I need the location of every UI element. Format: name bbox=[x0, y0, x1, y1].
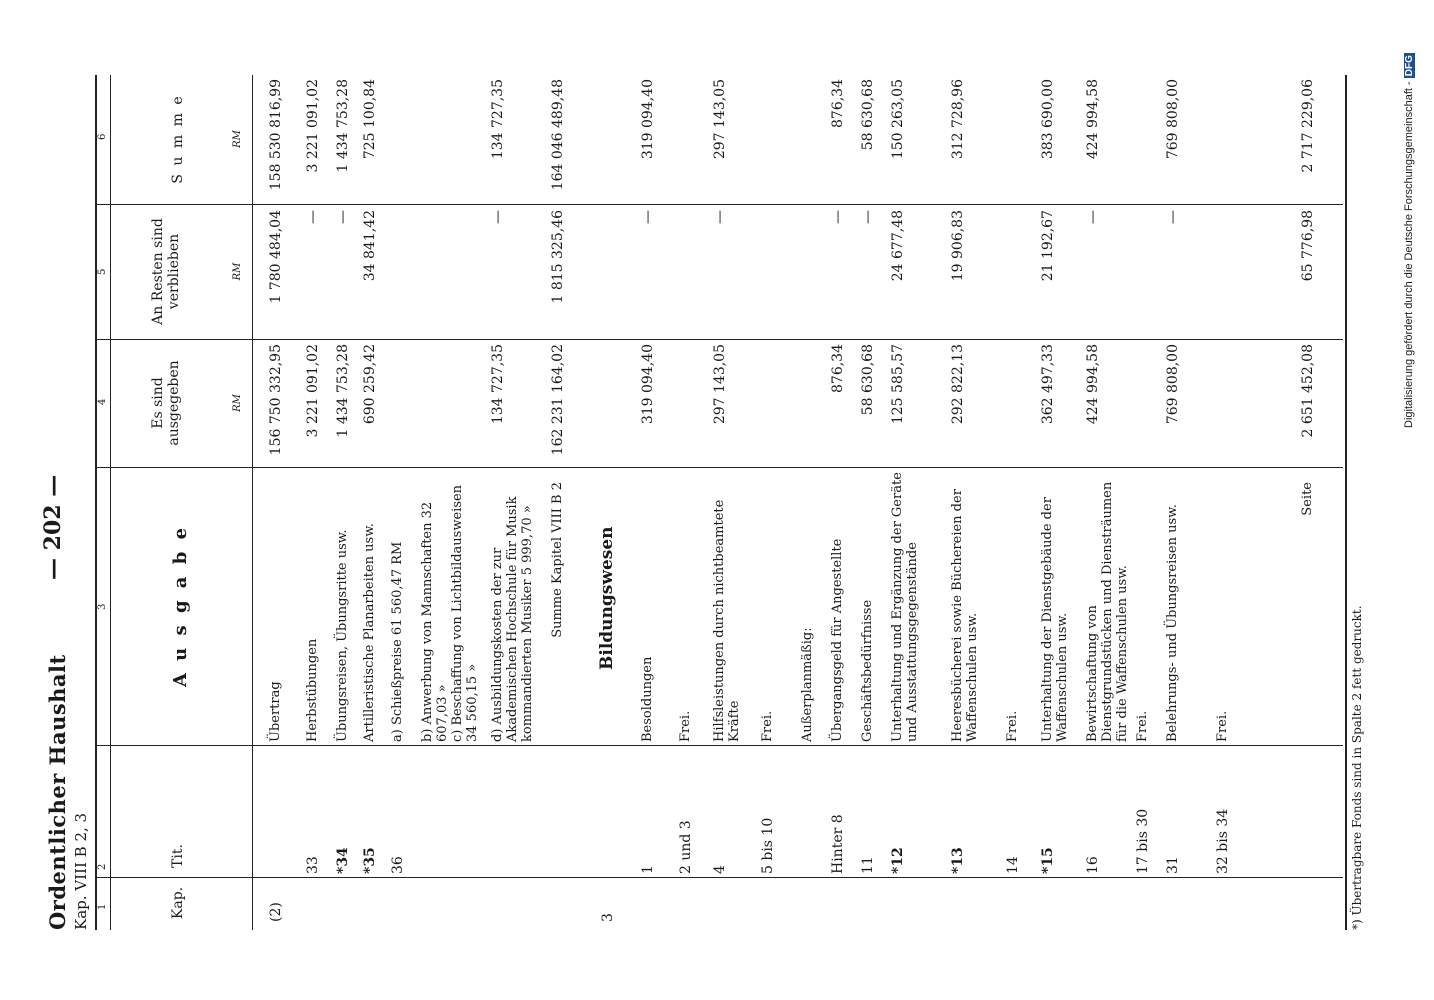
cell-description: Übergangsgeld für Angestellte bbox=[830, 538, 845, 742]
cell-tit: 16 bbox=[1085, 856, 1101, 874]
cell-resten: — bbox=[335, 210, 351, 224]
page-title: Ordentlicher Haushalt bbox=[45, 654, 70, 930]
cell-tit: 17 bis 30 bbox=[1135, 808, 1151, 874]
cell-ausgegeben: 3 221 091,02 bbox=[305, 344, 321, 438]
cell-summe: 297 143,05 bbox=[712, 79, 728, 160]
cell-summe: 134 727,35 bbox=[490, 79, 506, 160]
header-rule bbox=[252, 75, 253, 930]
cell-summe: 769 808,00 bbox=[1165, 79, 1181, 160]
col-header-summe: S u m m e bbox=[170, 94, 186, 184]
col-header-kap: Kap. bbox=[170, 886, 186, 920]
cell-description: Frei. bbox=[760, 710, 775, 742]
cell-description: Herbstübungen bbox=[305, 638, 320, 742]
cell-ausgegeben: 2 651 452,08 bbox=[1300, 344, 1316, 438]
cell-description: Artilleristische Planarbeiten usw. bbox=[362, 523, 377, 742]
col-divider bbox=[95, 339, 1343, 340]
page-subtitle: Kap. VIII B 2, 3 bbox=[72, 812, 90, 930]
cell-description: Außerplanmäßig: bbox=[800, 627, 815, 742]
cell-description: Unterhaltung der Dienstgebäude der Waffenschulen usw. bbox=[1040, 497, 1070, 742]
cell-summe: 58 630,68 bbox=[860, 79, 876, 151]
col-header-ausgabe: A u s g a b e bbox=[170, 524, 191, 688]
cell-ausgegeben: 156 750 332,95 bbox=[268, 344, 284, 456]
cell-summe: 424 994,58 bbox=[1085, 79, 1101, 160]
cell-ausgegeben: 58 630,68 bbox=[860, 344, 876, 416]
credit-text: Digitalisierung gefördert durch die Deutsche Forschungsgemeinschaft - bbox=[1403, 81, 1415, 428]
col-number: 6 bbox=[97, 133, 108, 140]
unit-label: RM bbox=[232, 394, 243, 412]
cell-tit: 32 bis 34 bbox=[1215, 808, 1231, 874]
header-rule bbox=[110, 75, 111, 930]
cell-description: Frei. bbox=[1005, 710, 1020, 742]
cell-tit: 14 bbox=[1005, 856, 1021, 874]
cell-description: Übertrag bbox=[268, 681, 283, 742]
cell-kap: 3 bbox=[600, 913, 616, 922]
footnote: *) Übertragbare Fonds sind in Spalte 2 fett gedruckt. bbox=[1350, 605, 1364, 930]
col-divider bbox=[95, 467, 1343, 468]
col-divider bbox=[95, 877, 1343, 878]
cell-description: Seite bbox=[1300, 482, 1315, 516]
cell-description: Unterhaltung und Ergänzung der Geräte und Ausstattungsgegenstände bbox=[890, 472, 920, 742]
col-header-ausgegeben: Es sind ausgegeben bbox=[150, 360, 182, 446]
col-number: 1 bbox=[97, 903, 108, 910]
cell-resten: 34 841,42 bbox=[362, 210, 378, 282]
cell-description: a) Schießpreise 61 560,47 RM bbox=[390, 541, 405, 742]
dfg-logo: DFG bbox=[1404, 55, 1415, 77]
dfg-credit bbox=[1403, 8, 1433, 428]
cell-tit: *13 bbox=[950, 847, 966, 874]
cell-ausgegeben: 134 727,35 bbox=[490, 344, 506, 425]
col-divider bbox=[95, 204, 1343, 205]
cell-resten: 1 815 325,46 bbox=[550, 210, 566, 304]
cell-resten: — bbox=[830, 210, 846, 224]
cell-summe: 1 434 753,28 bbox=[335, 79, 351, 173]
cell-resten: — bbox=[712, 210, 728, 224]
unit-label: RM bbox=[232, 262, 243, 281]
cell-ausgegeben: 769 808,00 bbox=[1165, 344, 1181, 425]
cell-resten: 65 776,98 bbox=[1300, 210, 1316, 282]
cell-tit: 1 bbox=[640, 865, 656, 874]
cell-tit: 11 bbox=[860, 856, 876, 874]
cell-ausgegeben: 162 231 164,02 bbox=[550, 344, 566, 456]
cell-summe: 164 046 489,48 bbox=[550, 79, 566, 191]
cell-resten: — bbox=[490, 210, 506, 224]
cell-ausgegeben: 876,34 bbox=[830, 344, 846, 393]
cell-tit: 33 bbox=[305, 856, 321, 874]
cell-ausgegeben: 690 259,42 bbox=[362, 344, 378, 425]
cell-summe: 2 717 229,06 bbox=[1300, 79, 1316, 173]
cell-tit: 5 bis 10 bbox=[760, 817, 776, 874]
cell-description: Frei. bbox=[1215, 710, 1230, 742]
cell-tit: 31 bbox=[1165, 856, 1181, 874]
col-header-tit: Tit. bbox=[170, 844, 186, 868]
cell-tit: Hinter 8 bbox=[830, 814, 846, 874]
cell-resten: 1 780 484,04 bbox=[268, 210, 284, 304]
cell-description: Belehrungs- und Übungsreisen usw. bbox=[1165, 504, 1180, 742]
cell-description: Frei. bbox=[678, 710, 693, 742]
cell-tit: *15 bbox=[1040, 847, 1056, 874]
cell-description: b) Anwerbung von Mannschaften 32 607,03 » bbox=[420, 501, 450, 742]
cell-tit: 36 bbox=[390, 856, 406, 874]
page-number: — 202 — bbox=[40, 474, 66, 580]
cell-summe: 3 221 091,02 bbox=[305, 79, 321, 173]
col-number: 4 bbox=[97, 398, 108, 405]
cell-tit: *35 bbox=[362, 847, 378, 874]
cell-description: d) Ausbildungskosten der zur Akademischen Hochschule für Musik kommandierten Musiker 5 999,70 » bbox=[490, 496, 535, 742]
cell-description: Geschäftsbedürfnisse bbox=[860, 599, 875, 742]
cell-summe: 725 100,84 bbox=[362, 79, 378, 160]
cell-kap: (2) bbox=[268, 902, 284, 922]
cell-ausgegeben: 424 994,58 bbox=[1085, 344, 1101, 425]
cell-ausgegeben: 1 434 753,28 bbox=[335, 344, 351, 438]
cell-ausgegeben: 319 094,40 bbox=[640, 344, 656, 425]
col-number: 5 bbox=[97, 268, 108, 275]
col-divider bbox=[95, 745, 1343, 746]
cell-tit: 2 und 3 bbox=[678, 820, 694, 874]
col-header-resten: An Resten sind verblieben bbox=[150, 218, 182, 325]
cell-ausgegeben: 362 497,33 bbox=[1040, 344, 1056, 425]
cell-description: Bewirtschaftung von Dienstgrundstücken und Diensträumen für die Waffenschulen usw. bbox=[1085, 481, 1130, 742]
cell-summe: 158 530 816,99 bbox=[268, 79, 284, 191]
cell-description: Übungsreisen, Übungsritte usw. bbox=[335, 529, 350, 742]
cell-summe: 150 263,05 bbox=[890, 79, 906, 160]
cell-tit: *12 bbox=[890, 847, 906, 874]
cell-description: c) Beschaffung von Lichtbildausweisen 34 560,15 » bbox=[450, 484, 480, 742]
cell-description: Bildungswesen bbox=[597, 526, 617, 670]
cell-resten: — bbox=[1085, 210, 1101, 224]
cell-resten: 21 192,67 bbox=[1040, 210, 1056, 282]
cell-ausgegeben: 297 143,05 bbox=[712, 344, 728, 425]
cell-summe: 319 094,40 bbox=[640, 79, 656, 160]
cell-resten: — bbox=[640, 210, 656, 224]
cell-ausgegeben: 125 585,57 bbox=[890, 344, 906, 425]
cell-tit: 4 bbox=[712, 865, 728, 874]
cell-description: Besoldungen bbox=[640, 656, 655, 742]
cell-summe: 312 728,96 bbox=[950, 79, 966, 160]
cell-resten: — bbox=[305, 210, 321, 224]
cell-description: Heeresbücherei sowie Büchereien der Waffenschulen usw. bbox=[950, 489, 980, 742]
unit-label: RM bbox=[232, 130, 243, 148]
cell-description: Frei. bbox=[1135, 710, 1150, 742]
col-number: 3 bbox=[97, 603, 108, 610]
cell-tit: *34 bbox=[335, 847, 351, 874]
cell-resten: 24 677,48 bbox=[890, 210, 906, 282]
col-number: 2 bbox=[97, 863, 108, 870]
cell-summe: 383 690,00 bbox=[1040, 79, 1056, 160]
cell-description: Hilfsleistungen durch nichtbeamtete Kräfte bbox=[712, 499, 742, 742]
cell-resten: — bbox=[860, 210, 876, 224]
cell-summe: 876,34 bbox=[830, 79, 846, 128]
cell-resten: 19 906,83 bbox=[950, 210, 966, 282]
cell-resten: — bbox=[1165, 210, 1181, 224]
cell-description: Summe Kapitel VIII B 2 bbox=[550, 482, 565, 638]
cell-ausgegeben: 292 822,13 bbox=[950, 344, 966, 425]
